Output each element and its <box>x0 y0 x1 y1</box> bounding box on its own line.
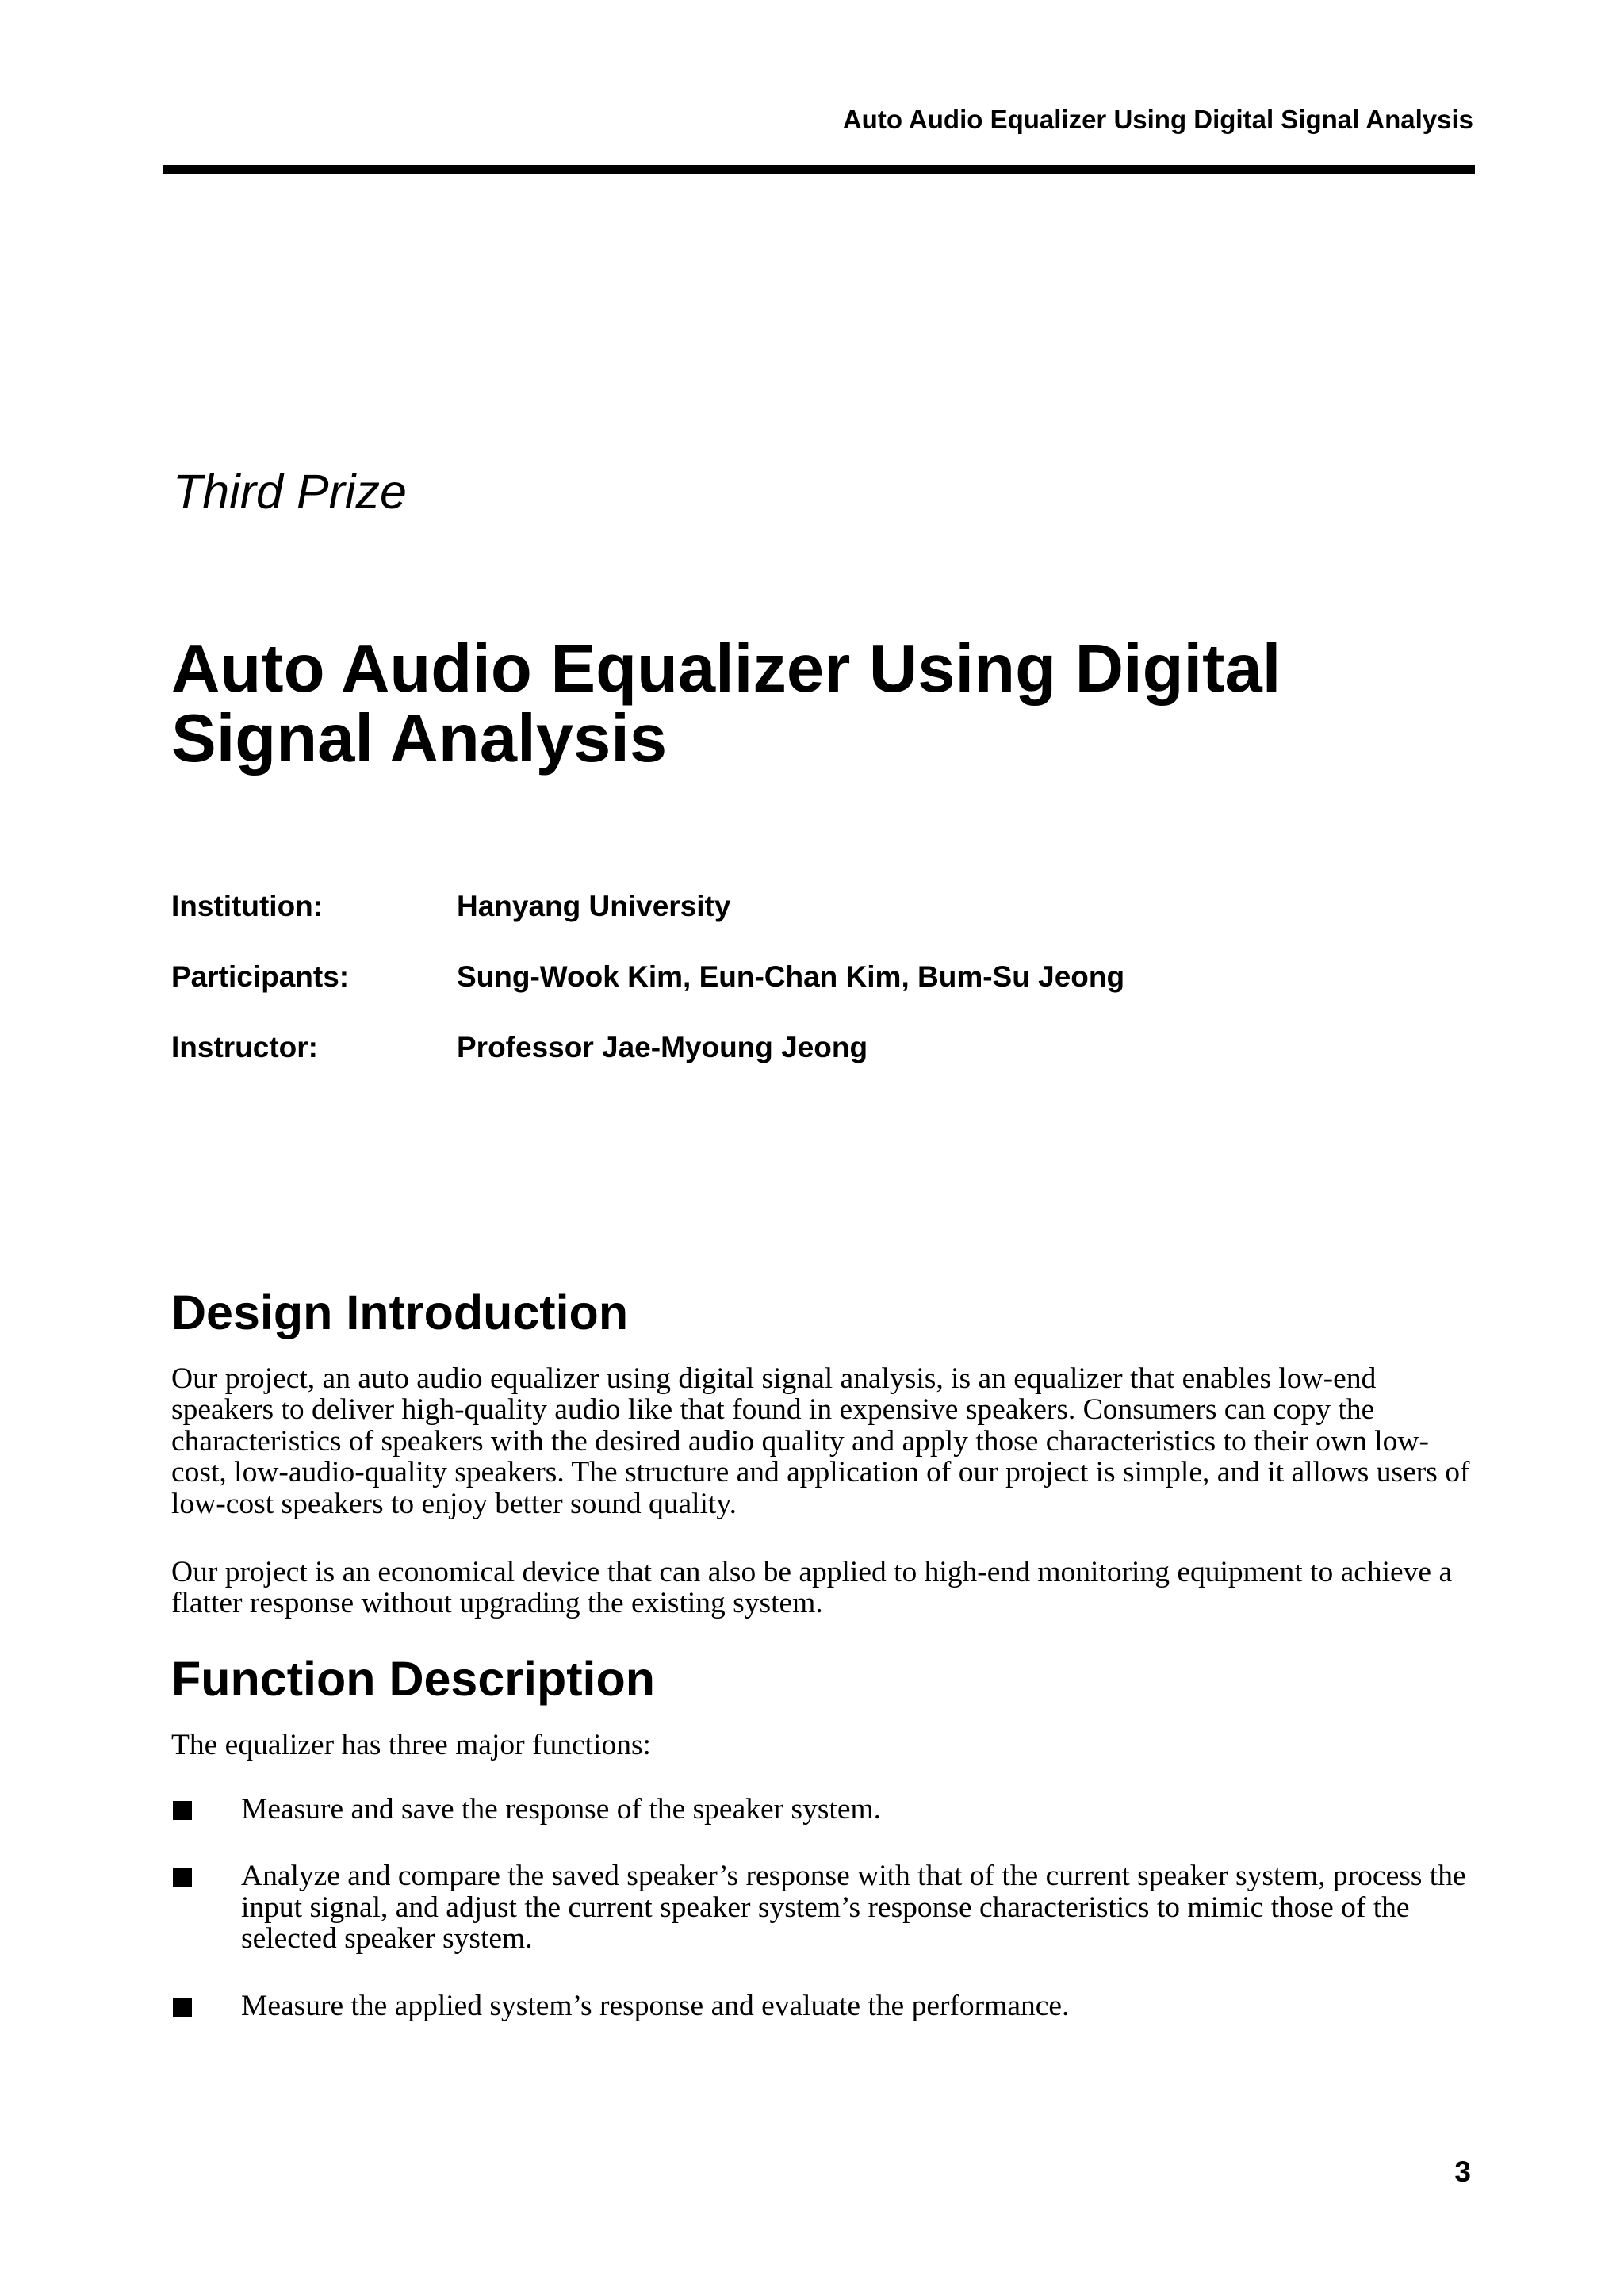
prize-label: Third Prize <box>173 465 407 519</box>
institution-label: Institution: <box>171 890 324 922</box>
function-list-item <box>171 1794 1488 1825</box>
page-number: 3 <box>1454 2155 1471 2188</box>
instructor-value: Professor Jae-Myoung Jeong <box>457 1031 868 1063</box>
square-bullet-icon <box>173 1868 192 1887</box>
function-list <box>171 1794 1488 2057</box>
design-intro-paragraph-2: Our project is an economical device that can also be applied to high-end monitoring equipment to achieve a flatter response without upgrading the existing system. <box>171 1556 1453 1620</box>
function-list-item <box>171 1990 1488 2021</box>
function-list-item-text: Analyze and compare the saved speaker’s response with that of the current speaker system, process the input signal, and adjust the current speaker system’s response characteristics to mimic those of the selected speaker system. <box>241 1860 1466 1956</box>
design-intro-heading: Design Introduction <box>171 1285 629 1339</box>
function-list-item <box>171 1860 1488 1954</box>
design-intro-paragraph-1: Our project, an auto audio equalizer using digital signal analysis, is an equalizer that enables low-end speakers to deliver high-quality audio like that found in expensive speakers. Consumers can copy the characteristics of speakers with the desired audio quality and apply those characteristics to their own low-cost, low-audio-quality speakers. The structure and application of our project is simple, and it allows users of low-cost speakers to enjoy better sound quality. <box>171 1362 1470 1520</box>
page-title <box>171 631 1480 776</box>
square-bullet-icon <box>173 1998 192 2017</box>
instructor-label: Instructor: <box>171 1031 318 1063</box>
function-list-item-text: Measure and save the response of the speaker system. <box>241 1793 882 1826</box>
title-line-1: Auto Audio Equalizer Using Digital <box>171 631 1281 707</box>
institution-value: Hanyang University <box>457 890 731 922</box>
header-rule <box>163 165 1475 174</box>
function-desc-heading: Function Description <box>171 1652 655 1706</box>
running-header: Auto Audio Equalizer Using Digital Signal Analysis <box>842 105 1473 134</box>
participants-label: Participants: <box>171 960 350 993</box>
title-line-2: Signal Analysis <box>171 701 668 776</box>
participants-value: Sung-Wook Kim, Eun-Chan Kim, Bum-Su Jeong <box>457 960 1125 993</box>
function-desc-intro: The equalizer has three major functions: <box>171 1729 651 1761</box>
function-list-item-text: Measure the applied system’s response and evaluate the performance. <box>241 1989 1070 2022</box>
square-bullet-icon <box>173 1801 192 1820</box>
